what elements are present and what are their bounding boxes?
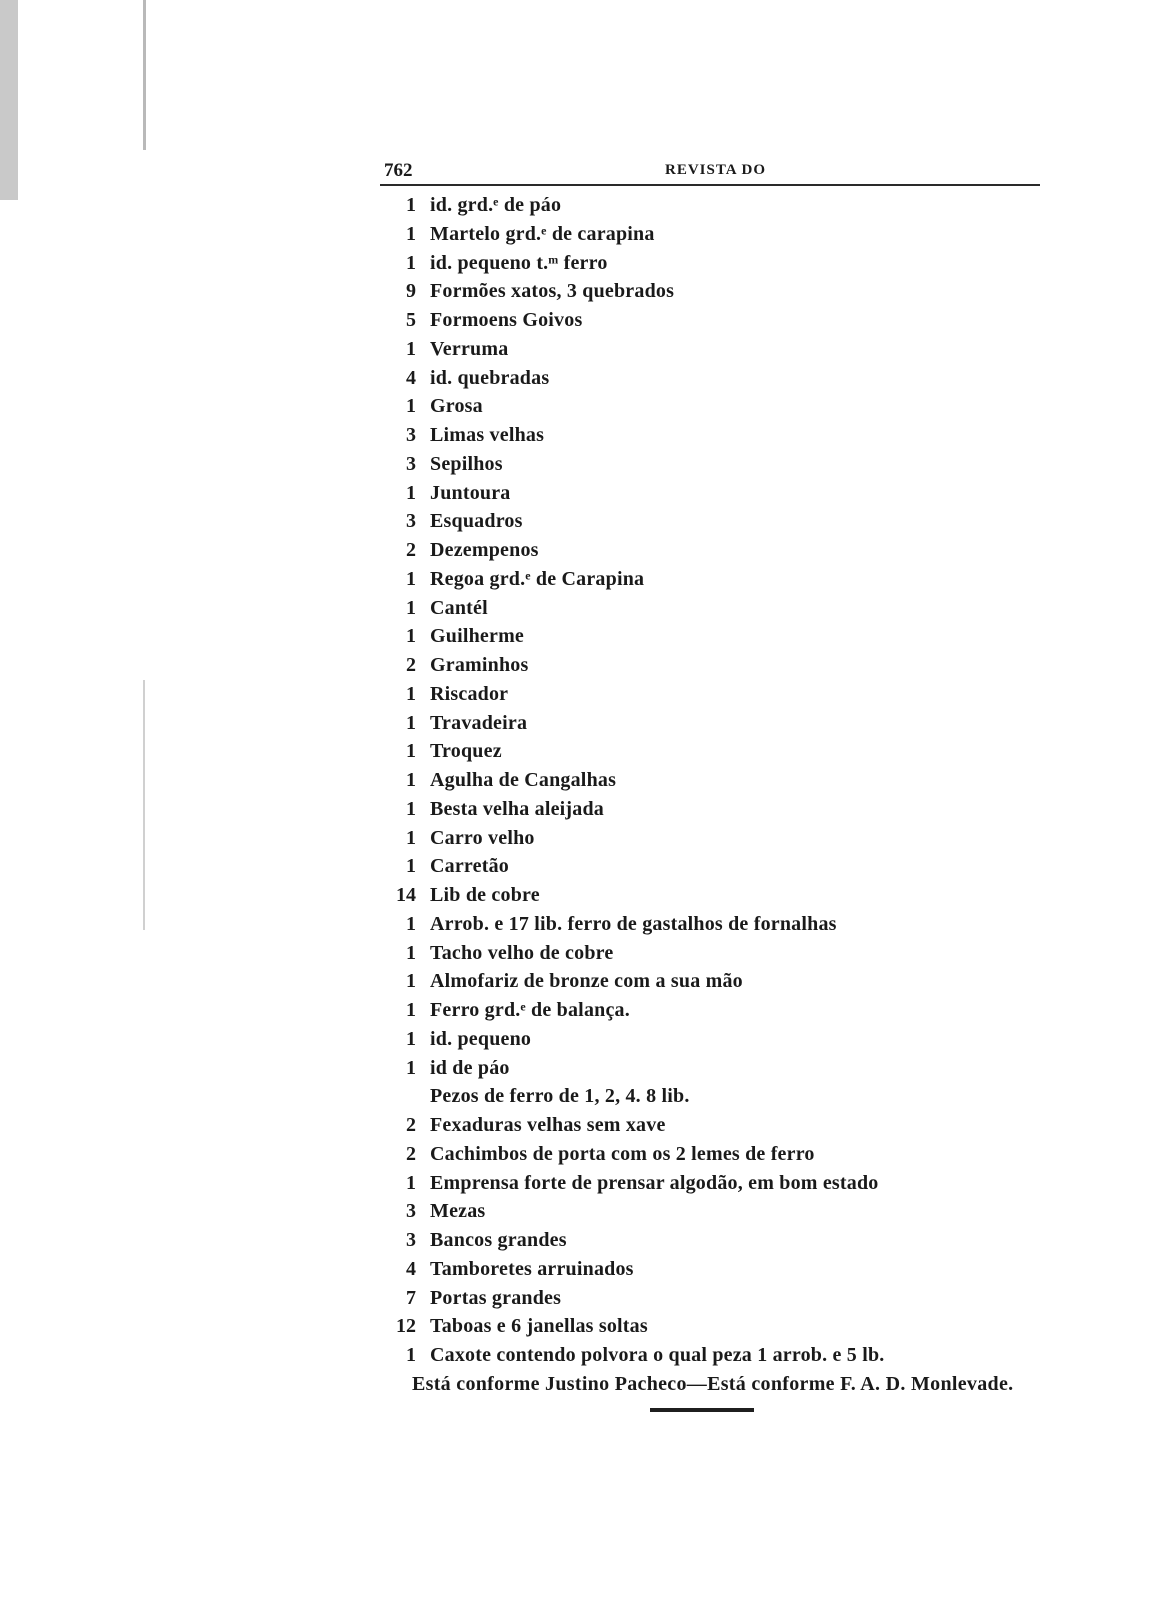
item-quantity: 1 (406, 970, 416, 993)
list-item (380, 539, 1040, 568)
item-description: Troquez (430, 740, 502, 763)
list-item (380, 338, 1040, 367)
end-rule (650, 1408, 754, 1412)
item-description: Grosa (430, 395, 483, 418)
item-description: Portas grandes (430, 1286, 562, 1309)
list-item (380, 568, 1040, 597)
item-description: Limas velhas (430, 424, 545, 446)
item-description: Cantél (430, 596, 488, 619)
item-description: Fexaduras velhas sem xave (430, 1114, 666, 1136)
item-description: Cachimbos de porta com os 2 lemes de ferro (430, 1142, 815, 1165)
item-description: Travadeira (430, 711, 528, 734)
list-item (380, 884, 1040, 913)
list-item (380, 798, 1040, 827)
item-description: Regoa grd.ᵉ de Carapina (430, 567, 645, 590)
item-quantity: 1 (406, 194, 416, 216)
item-description: id de páo (430, 1056, 510, 1079)
list-item (380, 223, 1040, 252)
list-item (380, 1085, 1040, 1114)
scan-edge-artifact (143, 0, 146, 150)
item-description: Juntoura (430, 481, 511, 504)
list-item (380, 1114, 1040, 1143)
list-item (380, 482, 1040, 511)
document-page (380, 150, 1040, 1405)
item-description: Agulha de Cangalhas (430, 769, 617, 791)
item-description: Formoens Goivos (430, 309, 583, 331)
item-quantity: 5 (406, 309, 416, 331)
list-item (380, 913, 1040, 942)
item-description: Carretão (430, 855, 509, 878)
item-description: Arrob. e 17 lib. ferro de gastalhos de fornalhas (430, 912, 837, 935)
list-item (380, 625, 1040, 654)
item-description: Sepilhos (430, 452, 503, 475)
item-quantity: 1 (406, 251, 416, 274)
item-quantity: 1 (406, 941, 416, 964)
item-quantity: 2 (406, 1142, 416, 1165)
list-item (380, 1200, 1040, 1229)
list-item (380, 855, 1040, 884)
item-quantity: 1 (406, 481, 416, 504)
item-quantity: 12 (396, 1315, 416, 1338)
running-title: REVISTA DO (665, 162, 766, 178)
item-quantity: 3 (406, 510, 416, 533)
item-description: Guilherme (430, 625, 525, 648)
page-header (380, 150, 1040, 186)
item-description: Dezempenos (430, 539, 539, 561)
item-quantity: 1 (406, 826, 416, 849)
inventory-list (380, 194, 1040, 1373)
list-item (380, 654, 1040, 683)
item-description: Tacho velho de cobre (430, 941, 614, 964)
item-description: Martelo grd.ᵉ de carapina (430, 222, 655, 245)
list-item (380, 999, 1040, 1028)
item-description: Mezas (430, 1200, 486, 1223)
item-quantity: 2 (406, 1114, 416, 1136)
item-description: Tamboretes arruinados (430, 1257, 634, 1280)
list-item (380, 424, 1040, 453)
item-description: Pezos de ferro de 1, 2, 4. 8 lib. (430, 1085, 690, 1108)
item-description: Taboas e 6 janellas soltas (430, 1315, 648, 1338)
item-description: Emprensa forte de prensar algodão, em bom estado (430, 1171, 879, 1194)
item-description: id. pequeno (430, 1027, 532, 1050)
list-item (380, 942, 1040, 971)
list-item (380, 1172, 1040, 1201)
list-item (380, 367, 1040, 396)
list-item (380, 1229, 1040, 1258)
item-description: Formões xatos, 3 quebrados (430, 280, 675, 303)
closing-signature-line: Está conforme Justino Pacheco—Está conforme F. A. D. Monlevade. (412, 1372, 1014, 1395)
item-description: Ferro grd.ᵉ de balança. (430, 999, 630, 1021)
list-item (380, 453, 1040, 482)
item-quantity: 1 (406, 797, 416, 820)
item-quantity: 1 (406, 711, 416, 734)
item-quantity: 3 (406, 1200, 416, 1223)
item-quantity: 3 (406, 452, 416, 475)
item-description: Almofariz de bronze com a sua mão (430, 970, 743, 993)
list-item (380, 1344, 1040, 1373)
list-item (380, 683, 1040, 712)
item-quantity: 4 (406, 366, 416, 389)
item-quantity: 1 (406, 395, 416, 418)
item-quantity: 1 (406, 912, 416, 935)
item-quantity: 1 (406, 769, 416, 791)
list-item (380, 280, 1040, 309)
item-quantity: 9 (406, 280, 416, 303)
item-quantity: 1 (406, 740, 416, 763)
list-item (380, 597, 1040, 626)
item-quantity: 1 (406, 337, 416, 360)
list-item (380, 1258, 1040, 1287)
list-item (380, 252, 1040, 281)
scan-edge-artifact (143, 680, 145, 930)
item-quantity: 4 (406, 1257, 416, 1280)
item-quantity: 2 (406, 654, 416, 676)
item-quantity: 1 (406, 1171, 416, 1194)
item-quantity: 1 (406, 596, 416, 619)
item-quantity: 1 (406, 222, 416, 245)
scan-edge-artifact (0, 0, 18, 200)
list-item (380, 1028, 1040, 1057)
list-item (380, 1057, 1040, 1086)
list-item (380, 1287, 1040, 1316)
item-quantity: 7 (406, 1286, 416, 1309)
item-description: Lib de cobre (430, 884, 540, 906)
item-description: Verruma (430, 337, 509, 360)
list-item (380, 740, 1040, 769)
item-description: Caxote contendo polvora o qual peza 1 arrob. e 5 lb. (430, 1344, 885, 1366)
item-description: Bancos grandes (430, 1229, 567, 1251)
item-quantity: 1 (406, 625, 416, 648)
item-description: id. pequeno t.ᵐ ferro (430, 251, 608, 274)
item-description: Besta velha aleijada (430, 797, 604, 820)
list-item (380, 769, 1040, 798)
item-quantity: 3 (406, 1229, 416, 1251)
item-quantity: 14 (396, 884, 416, 906)
item-description: Carro velho (430, 826, 535, 849)
item-quantity: 1 (406, 999, 416, 1021)
list-item (380, 712, 1040, 741)
item-description: id. quebradas (430, 366, 550, 389)
item-description: Riscador (430, 682, 509, 705)
item-description: Esquadros (430, 510, 523, 533)
item-quantity: 1 (406, 1056, 416, 1079)
list-item (380, 309, 1040, 338)
item-quantity: 1 (406, 567, 416, 590)
item-quantity: 1 (406, 855, 416, 878)
list-item (380, 395, 1040, 424)
item-quantity: 2 (406, 539, 416, 561)
item-description: id. grd.ᵉ de páo (430, 194, 562, 216)
list-item (380, 970, 1040, 999)
list-item (380, 827, 1040, 856)
item-description: Graminhos (430, 654, 529, 676)
list-item (380, 1315, 1040, 1344)
item-quantity: 1 (406, 1027, 416, 1050)
list-item (380, 1143, 1040, 1172)
page-number: 762 (384, 160, 413, 181)
item-quantity: 1 (406, 1344, 416, 1366)
list-item (380, 194, 1040, 223)
item-quantity: 3 (406, 424, 416, 446)
list-item (380, 510, 1040, 539)
item-quantity: 1 (406, 682, 416, 705)
